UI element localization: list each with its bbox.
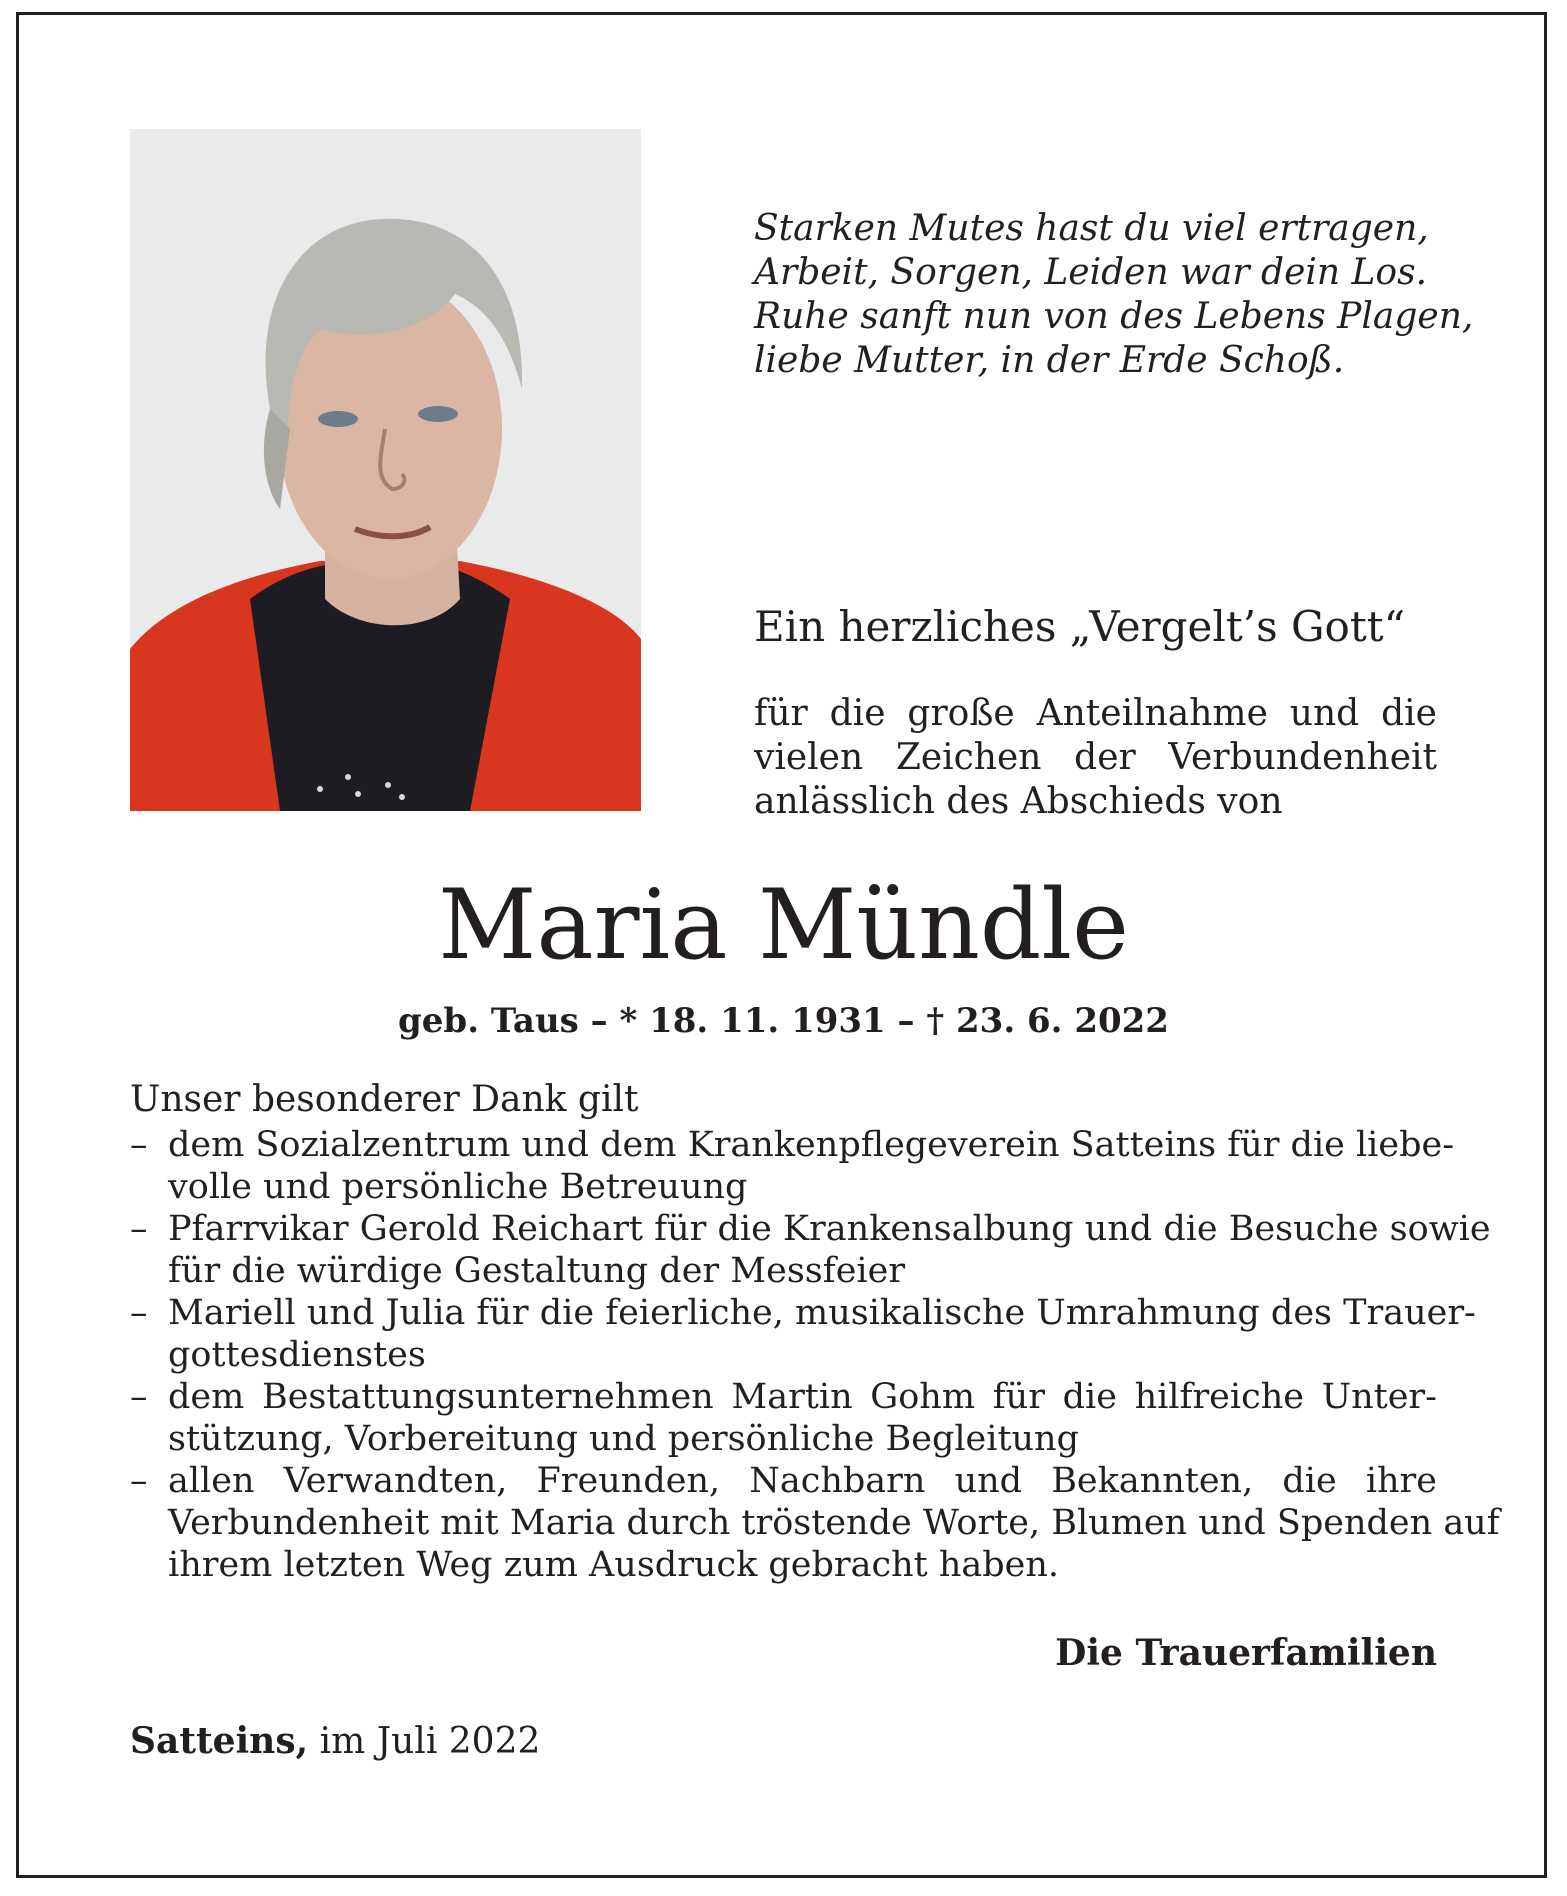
dank-intro: Unser besonderer Dank gilt [130,1079,639,1120]
thanks-heading: Ein herzliches „Vergelt’s Gott“ [754,602,1406,651]
dank-item-line: gottesdienstes [168,1335,426,1375]
thanks-intro-line: anlässlich des Abschieds von [754,781,1283,822]
list-dash: – [130,1293,148,1333]
dank-item-line: ihrem letzten Weg zum Ausdruck gebracht haben. [168,1545,1060,1585]
dank-item-line: allen Verwandten, Freunden, Nachbarn und Bekannten, die ihre [168,1461,1437,1501]
date: im Juli 2022 [319,1721,541,1762]
poem-line: Starken Mutes hast du viel ertragen, [754,208,1429,249]
dank-item-line: stützung, Vorbereitung und persönliche Begleitung [168,1419,1080,1459]
dank-item-line: für die würdige Gestaltung der Messfeier [168,1251,906,1291]
dank-item [130,1292,1476,1376]
poem-line: liebe Mutter, in der Erde Schoß. [754,340,1345,381]
dank-item-line: Pfarrvikar Gerold Reichart für die Krankensalbung und die Besuche sowie [168,1209,1491,1249]
list-dash: – [130,1209,148,1249]
place: Satteins, [130,1720,309,1762]
dank-item-line: dem Sozialzentrum und dem Krankenpflegeverein Satteins für die liebe- [168,1125,1455,1165]
dank-item-line: Mariell und Julia für die feierliche, musikalische Umrahmung des Trauer- [168,1293,1476,1333]
dank-list [130,1124,1500,1586]
poem-line: Ruhe sanft nun von des Lebens Plagen, [754,296,1474,337]
dank-item [130,1376,1437,1460]
dank-item [130,1460,1500,1586]
deceased-name: Maria Mündle [438,869,1129,981]
list-dash: – [130,1377,148,1417]
dank-item-line: volle und persönliche Betreuung [168,1167,748,1207]
signature: Die Trauerfamilien [1055,1632,1437,1674]
thanks-intro [754,692,1437,824]
dank-item-line: Verbundenheit mit Maria durch tröstende Worte, Blumen und Spenden auf [168,1503,1500,1543]
deceased-dates: geb. Taus – * 18. 11. 1931 – † 23. 6. 2022 [398,1001,1169,1041]
list-dash: – [130,1125,148,1165]
dank-item [130,1124,1455,1208]
thanks-intro-line: vielen Zeichen der Verbundenheit [754,737,1437,778]
dank-item [130,1208,1491,1292]
list-dash: – [130,1461,148,1501]
portrait-photo [130,129,641,811]
poem [754,207,1474,383]
portrait-illustration [130,129,641,811]
thanks-intro-line: für die große Anteilnahme und die [754,693,1437,734]
poem-line: Arbeit, Sorgen, Leiden war dein Los. [754,252,1428,293]
dank-item-line: dem Bestattungsunternehmen Martin Gohm für die hilfreiche Unter- [168,1377,1437,1417]
place-date [130,1718,540,1765]
